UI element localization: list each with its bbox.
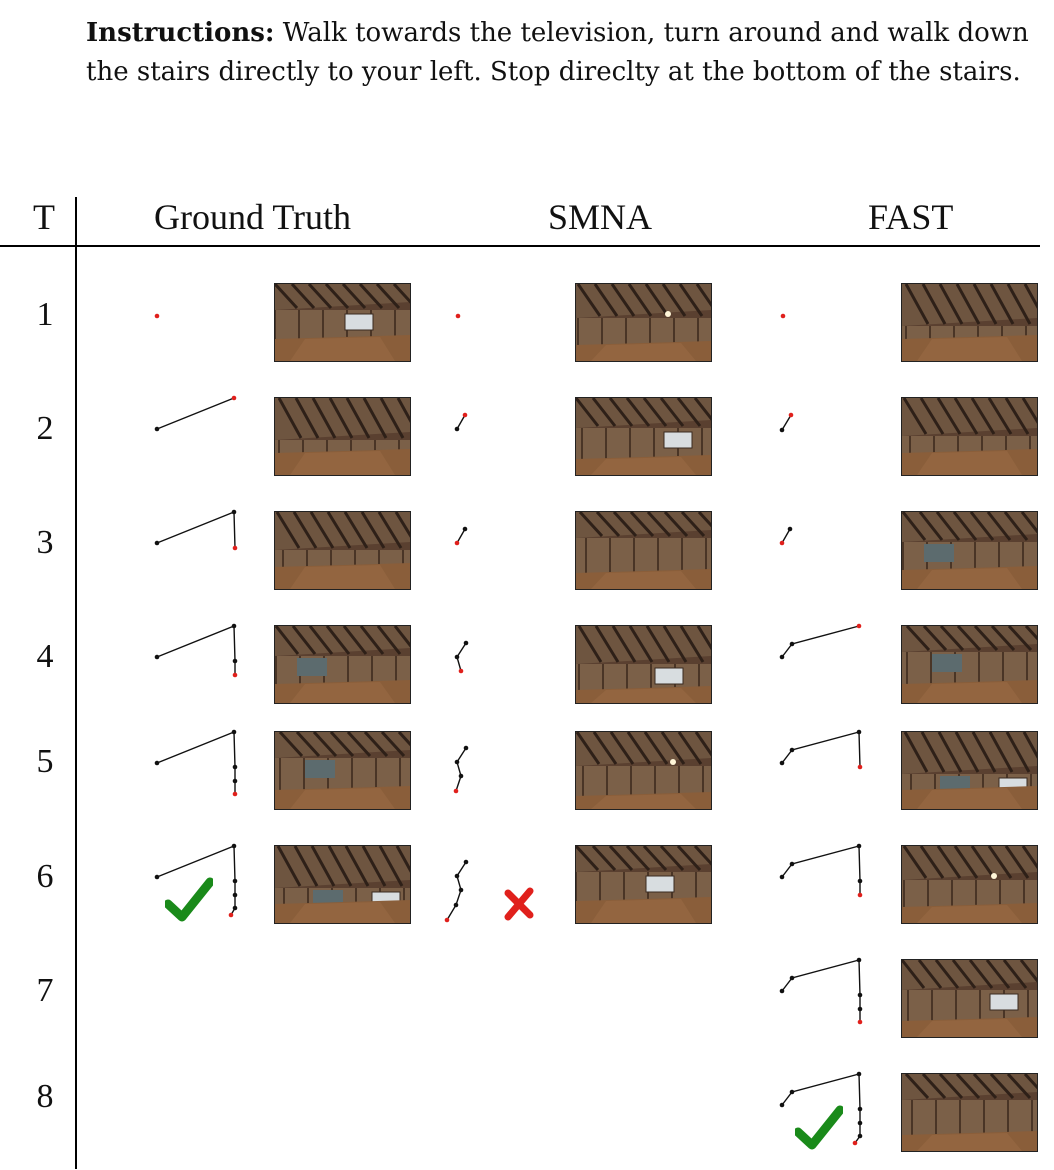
timestep-8: 8: [36, 1078, 54, 1115]
fast-trajectory-2-node: [780, 428, 785, 433]
gt-trajectory-1-current-node: [155, 314, 160, 319]
gt-trajectory-6-node: [233, 906, 238, 911]
ground-truth-success-check-icon: [165, 876, 213, 922]
gt-trajectory-6-node: [233, 893, 238, 898]
gt-trajectory-6-node: [232, 844, 237, 849]
fast-trajectory-7-node: [790, 976, 795, 981]
gt-panorama-thumbnail-3: [274, 511, 411, 590]
fast-trajectory-5-current-node: [858, 765, 863, 770]
smna-panorama-thumbnail-4: [575, 625, 712, 704]
gt-trajectory-5-node: [155, 761, 160, 766]
smna-trajectory-6-path: [447, 862, 466, 920]
smna-panorama-thumbnail-1: [575, 283, 712, 362]
timestep-2: 2: [36, 410, 54, 447]
gt-panorama-thumbnail-4: [274, 625, 411, 704]
gt-trajectory-5-node: [233, 779, 238, 784]
gt-trajectory-4-node: [155, 655, 160, 660]
fast-trajectory-7-node: [780, 989, 785, 994]
smna-panorama-thumbnail-2: [575, 397, 712, 476]
fast-trajectory-4-node: [780, 655, 785, 660]
fast-panorama-thumbnail-6: [901, 845, 1038, 924]
fast-trajectory-7: [775, 955, 870, 1027]
fast-trajectory-3: [775, 524, 800, 549]
fast-trajectory-6: [775, 841, 870, 899]
gt-trajectory-1: [150, 310, 250, 322]
gt-trajectory-2-node: [155, 427, 160, 432]
gt-trajectory-2-current-node: [232, 396, 237, 401]
header-smna: SMNA: [548, 197, 653, 237]
fast-trajectory-8-current-node: [853, 1141, 858, 1146]
smna-trajectory-3-path: [457, 529, 465, 543]
timestep-7: 7: [36, 972, 54, 1009]
fast-trajectory-6-node: [780, 875, 785, 880]
header-t: T: [33, 197, 55, 237]
table-horizontal-rule: [0, 245, 1040, 247]
smna-trajectory-3-node: [463, 527, 468, 532]
smna-trajectory-6-node: [459, 888, 464, 893]
fast-trajectory-5-node: [790, 748, 795, 753]
gt-trajectory-6-node: [155, 875, 160, 880]
fast-trajectory-5: [775, 727, 870, 772]
fast-trajectory-4: [775, 621, 870, 661]
timestep-4: 4: [36, 638, 54, 675]
instructions-label: Instructions:: [86, 18, 275, 48]
fast-trajectory-8-node: [858, 1107, 863, 1112]
fast-trajectory-2: [775, 410, 800, 435]
smna-trajectory-4-node: [455, 655, 460, 660]
smna-trajectory-1-current-node: [456, 314, 461, 319]
smna-trajectory-2-path: [457, 415, 465, 429]
fast-trajectory-6-node: [857, 844, 862, 849]
gt-trajectory-4-current-node: [233, 673, 238, 678]
smna-trajectory-5: [450, 743, 470, 795]
fast-trajectory-6-node: [858, 879, 863, 884]
fast-trajectory-4-node: [790, 642, 795, 647]
fast-trajectory-8-node: [857, 1072, 862, 1077]
fast-panorama-thumbnail-5: [901, 731, 1038, 810]
fast-trajectory-1-current-node: [781, 314, 786, 319]
fast-trajectory-4-path: [782, 626, 859, 657]
fast-trajectory-5-node: [780, 761, 785, 766]
smna-trajectory-2-node: [455, 427, 460, 432]
smna-trajectory-6-node: [454, 903, 459, 908]
smna-trajectory-5-node: [455, 760, 460, 765]
table-vertical-rule: [75, 197, 77, 1169]
timestep-5: 5: [36, 743, 54, 780]
instructions-body: Walk towards the television, turn around and walk down the stairs directly to your left. Stop direclty at the bottom of the stairs.: [86, 18, 1029, 87]
fast-trajectory-3-path: [782, 529, 790, 543]
fast-trajectory-7-node: [858, 1007, 863, 1012]
fast-trajectory-4-current-node: [857, 624, 862, 629]
timestep-3: 3: [36, 524, 54, 561]
fast-panorama-thumbnail-8: [901, 1073, 1038, 1152]
fast-panorama-thumbnail-4: [901, 625, 1038, 704]
timestep-6: 6: [36, 858, 54, 895]
smna-trajectory-5-path: [456, 748, 466, 791]
smna-panorama-thumbnail-6: [575, 845, 712, 924]
fast-trajectory-6-node: [790, 862, 795, 867]
fast-panorama-thumbnail-7: [901, 959, 1038, 1038]
fast-trajectory-7-node: [857, 958, 862, 963]
gt-trajectory-5-path: [157, 732, 235, 794]
fast-trajectory-7-path: [782, 960, 860, 1022]
smna-trajectory-3-current-node: [455, 541, 460, 546]
smna-trajectory-4-node: [464, 641, 469, 646]
gt-trajectory-3-path: [157, 512, 235, 548]
smna-trajectory-4: [450, 638, 470, 676]
gt-trajectory-2-path: [157, 398, 234, 429]
smna-trajectory-5-node: [459, 774, 464, 779]
fast-panorama-thumbnail-1: [901, 283, 1038, 362]
gt-trajectory-4-node: [232, 624, 237, 629]
gt-trajectory-4-path: [157, 626, 235, 675]
smna-panorama-thumbnail-3: [575, 511, 712, 590]
fast-trajectory-6-current-node: [858, 893, 863, 898]
fast-trajectory-3-current-node: [780, 541, 785, 546]
smna-panorama-thumbnail-5: [575, 731, 712, 810]
fast-trajectory-7-current-node: [858, 1020, 863, 1025]
gt-trajectory-6-current-node: [229, 913, 234, 918]
gt-trajectory-3-node: [155, 541, 160, 546]
timestep-1: 1: [36, 296, 54, 333]
fast-trajectory-2-path: [782, 415, 791, 430]
gt-trajectory-2: [150, 393, 250, 433]
smna-trajectory-5-current-node: [454, 789, 459, 794]
fast-trajectory-8-node: [780, 1103, 785, 1108]
fast-trajectory-2-current-node: [789, 413, 794, 418]
gt-trajectory-3-node: [232, 510, 237, 515]
smna-trajectory-2: [450, 410, 470, 435]
fast-panorama-thumbnail-2: [901, 397, 1038, 476]
smna-trajectory-3: [450, 524, 470, 549]
smna-trajectory-5-node: [464, 746, 469, 751]
header-fast: FAST: [868, 197, 954, 237]
smna-trajectory-6-node: [455, 874, 460, 879]
smna-trajectory-4-current-node: [459, 669, 464, 674]
header-ground-truth: Ground Truth: [154, 197, 352, 237]
smna-trajectory-1: [450, 310, 470, 322]
gt-trajectory-5-node: [232, 730, 237, 735]
gt-trajectory-4-node: [233, 659, 238, 664]
fast-success-check-icon: [795, 1104, 843, 1150]
fast-panorama-thumbnail-3: [901, 511, 1038, 590]
gt-panorama-thumbnail-2: [274, 397, 411, 476]
gt-trajectory-3: [150, 507, 250, 552]
gt-panorama-thumbnail-6: [274, 845, 411, 924]
fast-trajectory-8-node: [790, 1090, 795, 1095]
gt-trajectory-4: [150, 621, 250, 679]
gt-trajectory-3-current-node: [233, 546, 238, 551]
fast-trajectory-3-node: [788, 527, 793, 532]
gt-panorama-thumbnail-5: [274, 731, 411, 810]
smna-trajectory-6-current-node: [445, 918, 450, 923]
gt-trajectory-5-node: [233, 765, 238, 770]
fast-trajectory-8-node: [858, 1134, 863, 1139]
gt-trajectory-6-node: [233, 879, 238, 884]
gt-trajectory-5: [150, 727, 250, 797]
instructions-text: [86, 14, 1036, 92]
fast-trajectory-7-node: [858, 993, 863, 998]
gt-panorama-thumbnail-1: [274, 283, 411, 362]
fast-trajectory-1: [775, 310, 795, 322]
smna-trajectory-6-node: [464, 860, 469, 865]
smna-trajectory-2-current-node: [463, 413, 468, 418]
fast-trajectory-5-node: [857, 730, 862, 735]
fast-trajectory-8-node: [858, 1121, 863, 1126]
smna-trajectory-6: [440, 857, 470, 923]
smna-failure-cross-icon: [502, 887, 536, 921]
fast-trajectory-6-path: [782, 846, 860, 895]
gt-trajectory-5-current-node: [233, 792, 238, 797]
